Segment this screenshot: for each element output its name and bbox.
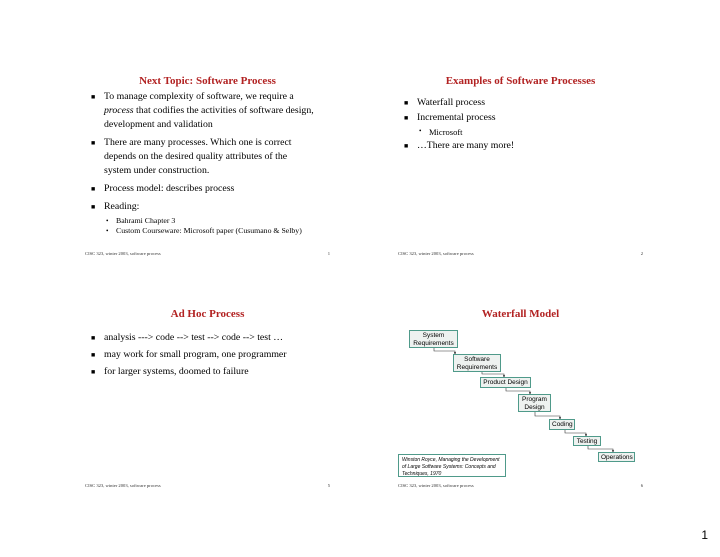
stage-product-design: Product Design (480, 377, 531, 388)
list-item: ■ Incremental process • Microsoft (403, 111, 628, 138)
waterfall-connectors (398, 303, 643, 473)
sub-list (417, 126, 628, 138)
footer-text: CISC 323, winter 2003, software process (85, 251, 161, 256)
footer-text: CISC 323, winter 2003, software process (398, 251, 474, 256)
slide-footer (85, 251, 330, 256)
stage-coding: Coding (549, 419, 575, 430)
stage-program-design: Program Design (518, 394, 551, 412)
bullet-text: Process model: describes process (104, 183, 235, 194)
stage-software-requirements: Software Requirements (453, 354, 501, 372)
slide-examples (398, 70, 643, 260)
sub-list-item: • Microsoft (419, 127, 463, 137)
slide-waterfall (398, 303, 643, 493)
slide-footer (398, 483, 643, 488)
stage-operations: Operations (598, 452, 635, 462)
sub-list-item: • Bahrami Chapter 3 (106, 216, 176, 225)
list-item: ■ Reading: • Bahrami Chapter 3 • Custom Courseware: Microsoft paper (Cusumano & Selby) (90, 200, 315, 236)
slide-title: Next Topic: Software Process (139, 75, 276, 87)
bullet-list (90, 90, 315, 240)
slide-title: Waterfall Model (481, 308, 560, 320)
bullet-list (403, 96, 628, 157)
list-item: ■ …There are many more! (404, 140, 515, 151)
list-item: ■ There are many processes. Which one is correct depends on the desired quality attributes of the system under construction. (91, 137, 292, 176)
slide-number: 2 (640, 251, 643, 256)
bullet-text-pre: To manage complexity of software, we require a (104, 91, 294, 102)
list-item: ■ Process model: describes process (91, 183, 235, 194)
slide-title: Ad Hoc Process (170, 308, 245, 320)
slide-title: Examples of Software Processes (445, 75, 596, 87)
footer-text: CISC 323, winter 2003, software process (85, 483, 161, 488)
stage-system-requirements: System Requirements (409, 330, 458, 348)
stage-testing: Testing (573, 436, 601, 446)
bullet-text: There are many processes. Which one is correct depends on the desired quality attributes of the system under construction. (104, 137, 292, 176)
slide-footer (398, 251, 643, 256)
list-item: ■ analysis ---> code --> test --> code --> test … (91, 332, 284, 343)
footer-text: CISC 323, winter 2003, software process (398, 483, 474, 488)
slide-number: 1 (327, 251, 330, 256)
slide-ad-hoc (85, 303, 330, 493)
sheet-page-number: 1 (701, 528, 708, 542)
bullet-list (90, 331, 325, 383)
slide-footer (85, 483, 330, 488)
bullet-text-emphasis: process (104, 105, 134, 116)
list-item: ■ To manage complexity of software, we require a process that codifies the activities of software design, development and validation (91, 91, 314, 130)
slide-software-process (85, 70, 330, 260)
bullet-text: Reading: (104, 201, 140, 212)
list-item: ■ Waterfall process (404, 97, 486, 108)
list-item: ■ may work for small program, one programmer (91, 349, 287, 360)
list-item: ■ for larger systems, doomed to failure (91, 366, 249, 377)
slide-number: 5 (327, 483, 330, 488)
sub-list (104, 216, 315, 236)
citation-box: Winston Royce, Managing the Development of Large Software Systems: Concepts and Techniques, 1970 (398, 454, 506, 477)
bullet-text-post: that codifies the activities of software design, development and validation (104, 105, 314, 130)
slide-number: 6 (640, 483, 643, 488)
sub-list-item: • Custom Courseware: Microsoft paper (Cusumano & Selby) (106, 226, 302, 235)
